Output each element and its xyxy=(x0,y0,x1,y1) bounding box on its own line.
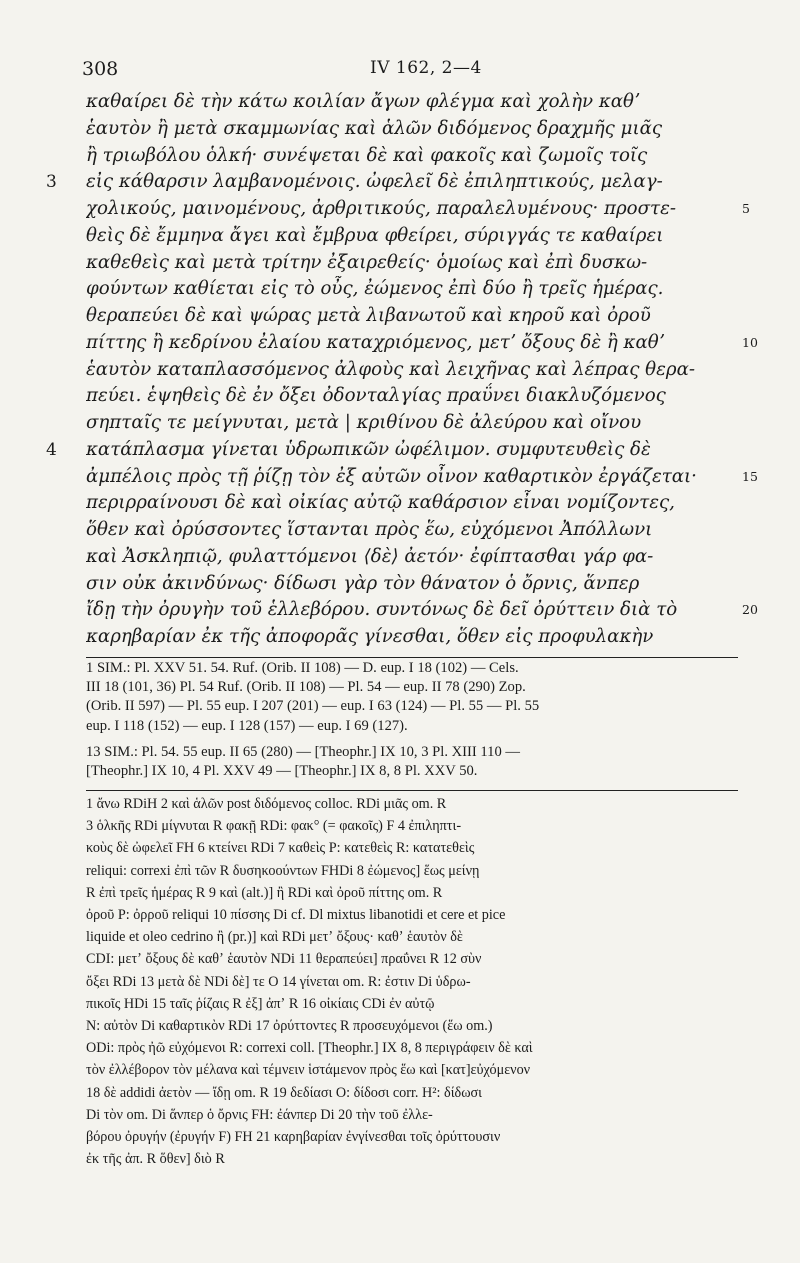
similia-line: 1 SIM.: Pl. XXV 51. 54. Ruf. (Orib. II 108) — D. eup. I 18 (102) — Cels. xyxy=(86,660,519,676)
text-line-content: ὅθεν καὶ ὀρύσσοντες ἵστανται πρὸς ἕω, εὐχόμενοι Ἀπόλλωνι xyxy=(86,519,653,540)
text-line-content: θεὶς δὲ ἔμμηνα ἄγει καὶ ἔμβρυα φθείρει, σύριγγάς τε καθαίρει xyxy=(86,224,664,246)
text-line xyxy=(0,89,800,116)
text-line xyxy=(0,437,800,464)
apparatus-line: κοὺς δὲ ὠφελεῖ FH 6 κτείνει RDi 7 καθεὶς P: κατεθεὶς R: κατατεθεὶς xyxy=(86,840,475,857)
similia-line: (Orib. II 597) — Pl. 55 eup. I 207 (201) — eup. I 63 (124) — Pl. 55 — Pl. 55 xyxy=(86,698,540,715)
apparatus-rule xyxy=(86,790,738,791)
text-line-content: κατάπλασμα γίνεται ὑδρωπικῶν ὠφέλιμον. συμφυτευθεὶς δὲ xyxy=(86,438,651,460)
apparatus-line: βόρου ὀρυγήν (ἐρυγήν F) FH 21 καρηβαρίαν ἐνγίνεσθαι τοῖς ὀρύττουσιν xyxy=(86,1129,501,1145)
text-line xyxy=(0,597,800,624)
apparatus-line: reliqui: correxi ἐπὶ τῶν R δυσηκοούντων FHDi 8 ἐώμενος] ἕως μείνῃ xyxy=(86,862,480,879)
text-line xyxy=(0,544,800,571)
text-line xyxy=(0,383,800,410)
text-line xyxy=(0,276,800,303)
text-line-content: πεύει. ἑψηθεὶς δὲ ἐν ὄξει ὀδονταλγίας πραΰνει διακλυζόμενος xyxy=(86,385,666,407)
apparatus-line: ὀροῦ P: ὀρροῦ reliqui 10 πίσσης Di cf. Dl mixtus libanotidi et cere et pice xyxy=(86,907,506,923)
text-line-content: εἰς κάθαρσιν λαμβανομένοις. ὠφελεῖ δὲ ἐπιληπτικούς, μελαγ- xyxy=(86,171,663,193)
apparatus-line: CDI: μετʼ ὄξους δὲ καθʼ ἑαυτὸν NDi 11 θεραπεύει] πραΰνει R 12 σὺν xyxy=(86,951,482,968)
main-text xyxy=(0,89,800,651)
text-line xyxy=(0,624,800,651)
text-line xyxy=(0,571,800,598)
apparatus-line: R ἐπὶ τρεῖς ἡμέρας R 9 καὶ (alt.)] ἢ RDi καὶ ὀροῦ πίττης om. R xyxy=(86,884,443,901)
text-line-content: ἴδῃ τὴν ὀρυγὴν τοῦ ἑλλεβόρου. συντόνως δὲ δεῖ ὀρύττειν διὰ τὸ xyxy=(86,599,678,621)
text-line-content: καθεθεὶς καὶ μετὰ τρίτην ἐξαιρεθείς· ὁμοίως καὶ ἐπὶ δυσκω- xyxy=(86,251,648,273)
running-head: IV 162, 2—4 xyxy=(370,58,482,78)
similia-line: 13 SIM.: Pl. 54. 55 eup. II 65 (280) — [Theophr.] IX 10, 3 Pl. XIII 110 — xyxy=(86,744,520,760)
text-line xyxy=(0,357,800,384)
text-line-content: ἢ τριωβόλου ὁλκή· συνέψεται δὲ καὶ φακοῖς καὶ ζωμοῖς τοῖς xyxy=(86,144,648,166)
text-line-content: καθαίρει δὲ τὴν κάτω κοιλίαν ἄγων φλέγμα καὶ χολὴν καθʼ xyxy=(86,91,640,112)
apparatus-line: 3 ὁλκῆς RDi μίγνυται R φακῇ RDi: φακ° (= φακοῖς) F 4 ἐπιληπτι- xyxy=(86,818,462,835)
similia-line: eup. I 118 (152) — eup. I 128 (157) — eup. I 69 (127). xyxy=(86,717,408,734)
text-line xyxy=(0,143,800,170)
text-line-content: θεραπεύει δὲ καὶ ψώρας μετὰ λιβανωτοῦ καὶ κηροῦ καὶ ὀροῦ xyxy=(86,305,651,326)
text-line-content: σιν οὐκ ἀκινδύνως· δίδωσι γὰρ τὸν θάνατον ὁ ὄρνις, ἅνπερ xyxy=(86,572,640,594)
apparatus-line: τὸν ἐλλέβορον τὸν μέλανα καὶ τέμνειν ἱστάμενον πρὸς ἕω καὶ [κατ]εὐχόμενον xyxy=(86,1062,531,1079)
text-line xyxy=(0,517,800,544)
apparatus-line: πικοῖς HDi 15 ταῖς ῥίζαις R ἐξ] ἀπʼ R 16 οἰκίαις CDi ἐν αὐτῷ xyxy=(86,995,435,1012)
line-number: 5 xyxy=(742,201,750,216)
text-line xyxy=(0,116,800,143)
text-line xyxy=(0,490,800,517)
text-line-content: πίττης ἢ κεδρίνου ἐλαίου καταχριόμενος, μετʼ ὄξους δὲ ἢ καθʼ xyxy=(86,331,665,353)
apparatus-line: ἐκ τῆς ἀπ. R ὅθεν] διὸ R xyxy=(86,1151,225,1168)
text-line xyxy=(0,169,800,196)
text-line-content: χολικούς, μαινομένους, ἀρθριτικούς, παραλελυμένους· προστε- xyxy=(86,198,677,219)
text-line xyxy=(0,410,800,437)
text-line xyxy=(0,196,800,223)
left-margin-number: 3 xyxy=(46,172,57,193)
similia-line: III 18 (101, 36) Pl. 54 Ruf. (Orib. II 108) — Pl. 54 — eup. II 78 (290) Zop. xyxy=(86,679,526,696)
text-line-content: ἑαυτὸν καταπλασσόμενος ἀλφοὺς καὶ λειχῆνας καὶ λέπρας θερα- xyxy=(86,358,696,380)
apparatus-line: N: αὐτὸν Di καθαρτικὸν RDi 17 ὀρύττοντες R προσευχόμενοι (ἕω om.) xyxy=(86,1018,493,1034)
line-number: 15 xyxy=(742,468,758,484)
text-line xyxy=(0,464,800,491)
apparatus-line: ODi: πρὸς ἠῶ εὐχόμενοι R: correxi coll. [Theophr.] IX 8, 8 περιγράφειν δὲ καὶ xyxy=(86,1040,533,1057)
apparatus-line: Di τὸν om. Di ἅνπερ ὁ ὄρνις FH: ἐάνπερ Di 20 τὴν τοῦ ἐλλε- xyxy=(86,1106,433,1123)
text-line xyxy=(0,330,800,357)
apparatus-line: ὄξει RDi 13 μετὰ δὲ NDi δὲ] τε O 14 γίνεται om. R: ἐστιν Di ὑδρω- xyxy=(86,973,471,990)
text-line-content: καρηβαρίαν ἐκ τῆς ἀποφορᾶς γίνεσθαι, ὅθεν εἰς προφυλακὴν xyxy=(86,626,654,647)
text-line xyxy=(0,303,800,330)
text-line-content: σηπταῖς τε μείγνυται, μετὰ | κριθίνου δὲ ἀλεύρου καὶ οἴνου xyxy=(86,412,642,433)
text-line-content: καὶ Ἀσκληπιῷ, φυλαττόμενοι ⟨δὲ⟩ ἀετόν· ἐφίπτασθαι γάρ φα- xyxy=(86,545,654,567)
text-line-content: ἀμπέλοις πρὸς τῇ ῥίζῃ τὸν ἐξ αὐτῶν οἶνον καθαρτικὸν ἐργάζεται· xyxy=(86,465,697,487)
apparatus-line: liquide et oleo cedrino ἢ (pr.)] καὶ RDi μετʼ ὄξους· καθʼ ἑαυτὸν δὲ xyxy=(86,929,463,946)
page-header xyxy=(0,58,800,82)
line-number: 10 xyxy=(742,334,758,350)
text-line-content: φούντων καθίεται εἰς τὸ οὖς, ἐώμενος ἐπὶ δύο ἢ τρεῖς ἡμέρας. xyxy=(86,278,664,300)
similia-rule xyxy=(86,657,738,658)
text-line-content: ἑαυτὸν ἢ μετὰ σκαμμωνίας καὶ ἁλῶν διδόμενος δραχμῆς μιᾶς xyxy=(86,117,663,139)
apparatus-line: 18 δὲ addidi ἀετὸν — ἴδῃ om. R 19 δεδίασι O: δίδοσι corr. H²: δίδωσι xyxy=(86,1084,482,1101)
text-line xyxy=(0,250,800,277)
page-number: 308 xyxy=(82,58,119,80)
apparatus-line: 1 ἄνω RDiH 2 καὶ ἁλῶν post διδόμενος colloc. RDi μιᾶς om. R xyxy=(86,796,447,812)
similia-line: [Theophr.] IX 10, 4 Pl. XXV 49 — [Theophr.] IX 8, 8 Pl. XXV 50. xyxy=(86,763,478,780)
left-margin-number: 4 xyxy=(46,439,57,460)
line-number: 20 xyxy=(742,602,758,618)
text-line xyxy=(0,223,800,250)
text-line-content: περιρραίνουσι δὲ καὶ οἰκίας αὐτῷ καθάρσιον εἶναι νομίζοντες, xyxy=(86,492,675,514)
